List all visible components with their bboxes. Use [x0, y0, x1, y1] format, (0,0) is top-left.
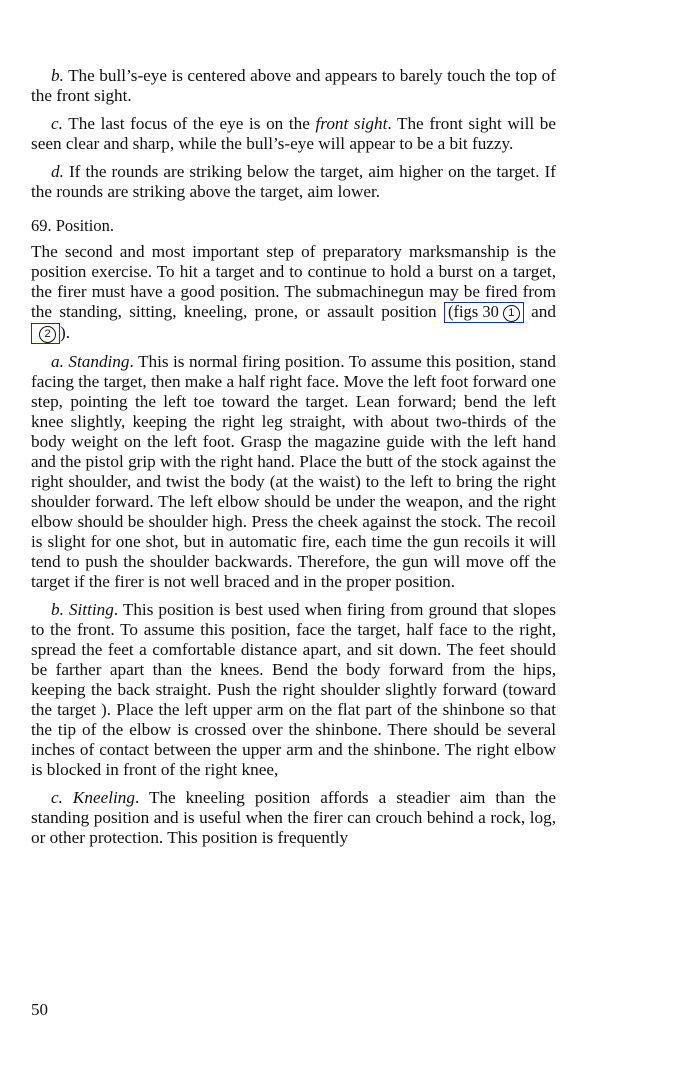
- section-intro: [31, 242, 556, 344]
- figure-reference-link-2[interactable]: [31, 323, 60, 344]
- circled-number-2-icon: 2: [39, 326, 56, 343]
- paragraph-kneeling-text: . The kneeling position affords a steadier aim than the standing position and is useful when the firer can crouch behind a rock, log, or other protection. This position is frequently: [31, 788, 557, 847]
- paragraph-c: [31, 114, 556, 154]
- paragraph-standing-text: . This is normal firing position. To assume this position, stand facing the target, then make a half right face. Move the left foot forward one step, pointing the left toe toward the target. Lean forward; bend the left knee slightly, keeping the right leg straight, with about two-thirds of the body weight on the left foot. Grasp the magazine guide with the left hand and the pistol grip with the right hand. Place the butt of the stock against the right shoulder, and twist the body (at the waist) to the left to bring the right shoulder forward. The left elbow should be under the weapon, and the right elbow should be shoulder high. Press the cheek against the stock. The recoil is slight for one shot, but in automatic fire, each time the gun recoils it will tend to push the shoulder backwards. Therefore, the gun will move off the target if the firer is not well braced and in the proper position.: [31, 352, 556, 591]
- paragraph-c-text-2: . The front sight will be seen clear and sharp, while the bull’s-eye will appear to be a bit fuzzy.: [31, 114, 556, 153]
- paragraph-b-label: b.: [51, 66, 64, 85]
- page-number: 50: [31, 1000, 48, 1019]
- circled-number-1-icon: 1: [503, 305, 520, 322]
- document-page: [31, 66, 556, 848]
- paragraph-c-emphasis: front sight: [315, 114, 388, 133]
- paragraph-c-label: c.: [51, 114, 63, 133]
- paragraph-d-label: d.: [51, 162, 64, 181]
- paragraph-c-text-1: The last focus of the eye is on the: [68, 114, 310, 133]
- figure-reference-label: figs 30: [453, 302, 499, 321]
- paragraph-d: [31, 162, 556, 202]
- section-intro-text: The second and most important step of preparatory marksmanship is the position exercise. To hit a target and to continue to hold a burst on a target, the firer must have a good position. The submachinegun may be fired from the standing, sitting, kneeling, prone, or assault position: [31, 242, 556, 321]
- figure-reference-end: ).: [60, 323, 71, 342]
- figure-reference-link[interactable]: (figs 30 1: [444, 302, 524, 323]
- paragraph-sitting: [31, 600, 556, 780]
- paragraph-sitting-label: b. Sitting: [51, 600, 114, 619]
- paragraph-kneeling-label: c. Kneeling: [51, 788, 135, 807]
- paragraph-standing-label: a. Standing: [51, 352, 130, 371]
- paragraph-b: [31, 66, 556, 106]
- paragraph-kneeling: [31, 788, 556, 848]
- paragraph-sitting-text: . This position is best used when firing from ground that slopes to the front. To assume this position, face the target, half face to the right, spread the feet a comfortable distance apart, and sit down. The feet should be farther apart than the knees. Bend the body forward from the hips, keeping the back straight. Push the right shoulder slightly forward (toward the target ). Place the left upper arm on the flat part of the shinbone so that the tip of the elbow is crossed over the shinbone. There should be several inches of contact between the upper arm and the shinbone. The right elbow is blocked in front of the right knee,: [31, 600, 556, 779]
- paragraph-d-text: If the rounds are striking below the target, aim higher on the target. If the rounds are striking above the target, aim lower.: [31, 162, 556, 201]
- figure-reference-and: and: [531, 302, 556, 321]
- paragraph-standing: [31, 352, 556, 592]
- section-heading: 69. Position.: [31, 216, 114, 235]
- paragraph-b-text: The bull’s-eye is centered above and appears to barely touch the top of the front sight.: [31, 66, 556, 105]
